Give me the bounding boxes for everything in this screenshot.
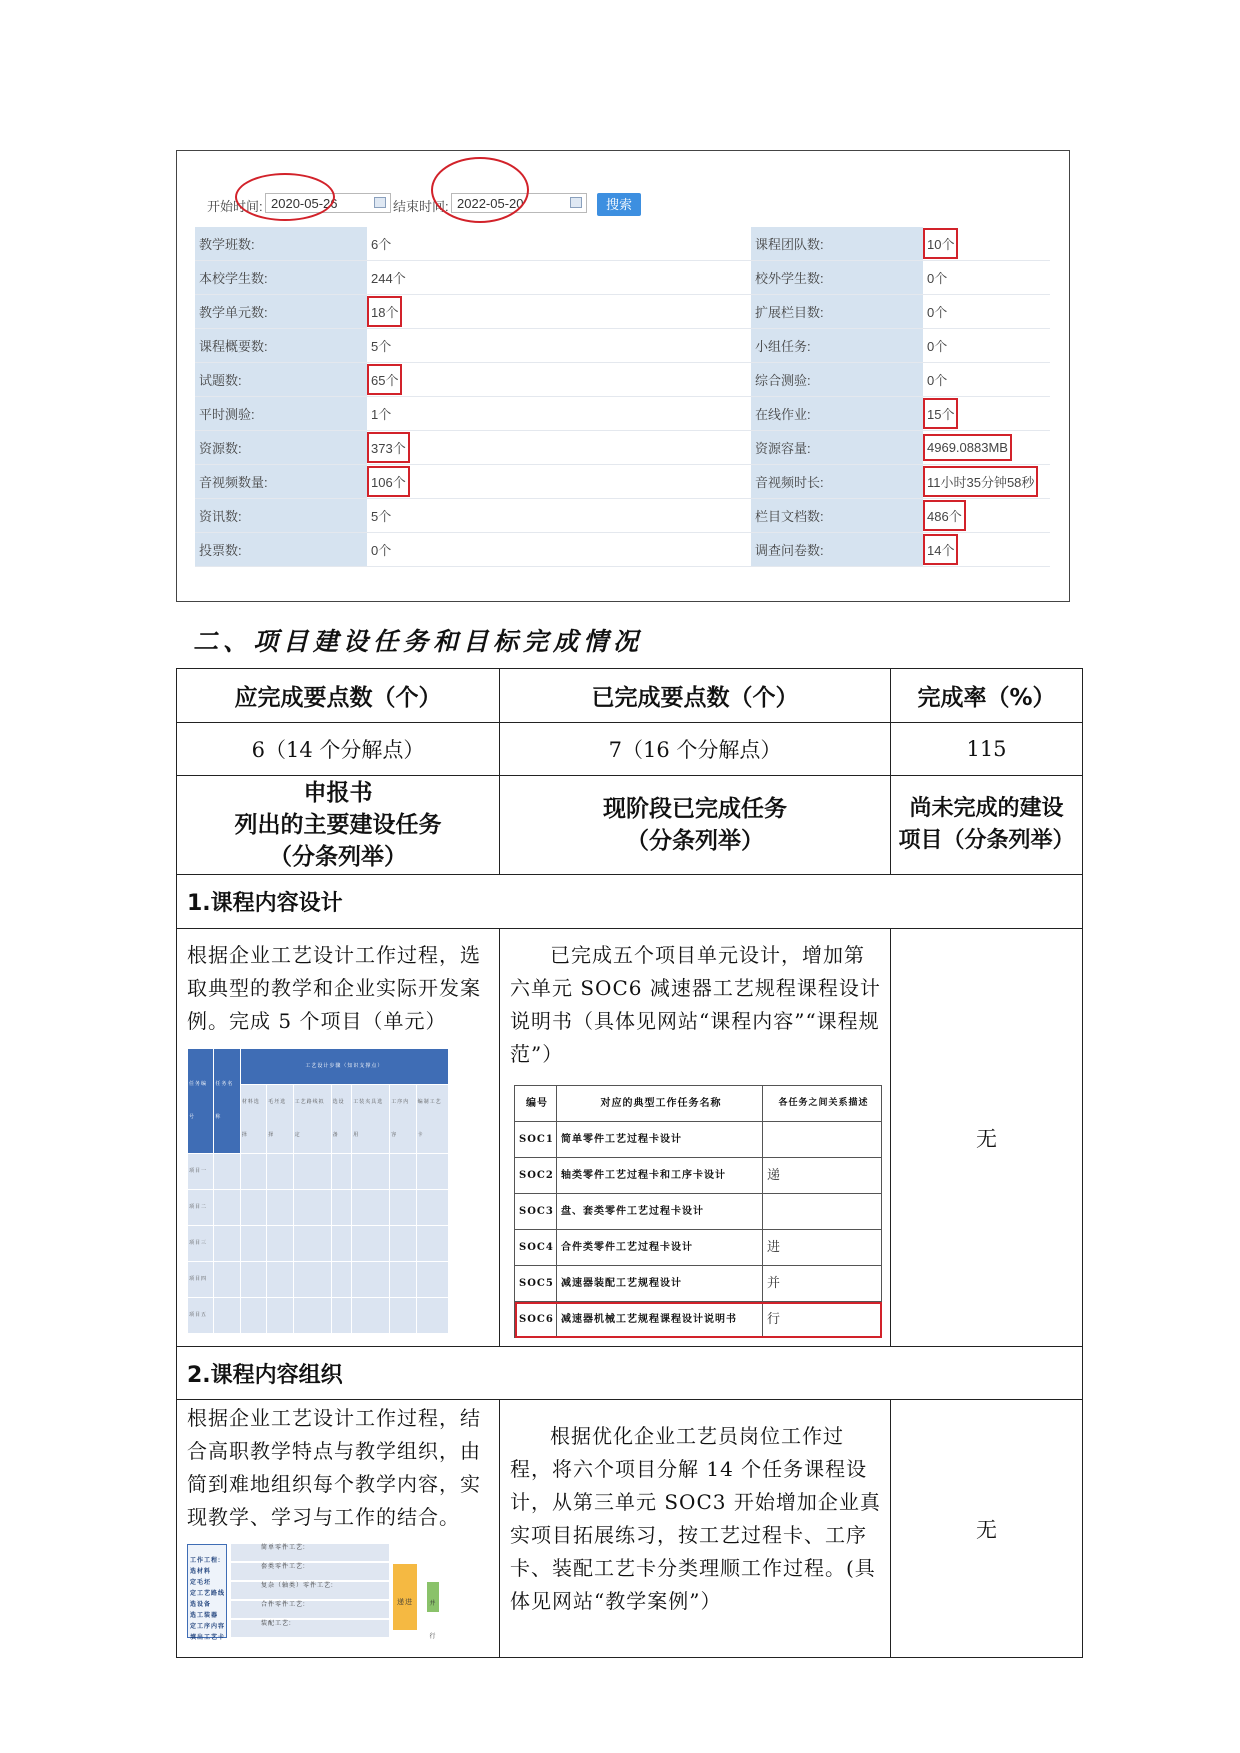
soc-row xyxy=(515,1122,882,1158)
stat-value-text: 15个 xyxy=(923,398,958,429)
planned-task-text: 根据企业工艺设计工作过程，选取典型的教学和企业实际开发案例。完成 5 个项目（单元） xyxy=(187,943,481,1033)
table-row xyxy=(177,1347,1083,1400)
mini-row-label: 项目三 xyxy=(188,1226,214,1262)
stat-label: 小组任务: xyxy=(751,329,923,363)
mini-cell xyxy=(416,1190,448,1226)
stat-value xyxy=(367,261,751,295)
stat-value-text: 0个 xyxy=(927,373,948,388)
soc-name: 盘、套类零件工艺过程卡设计 xyxy=(557,1194,763,1230)
mini-cell xyxy=(352,1298,390,1334)
stat-value-text: 65个 xyxy=(367,364,402,395)
mini-step-header: 工艺路线拟定 xyxy=(293,1085,331,1154)
stats-row xyxy=(195,227,1050,261)
calendar-icon[interactable] xyxy=(374,197,386,208)
stat-value xyxy=(367,499,751,533)
stats-row xyxy=(195,533,1050,567)
stat-value-text: 0个 xyxy=(927,271,948,286)
stat-value xyxy=(367,329,751,363)
mini-row-label: 项目五 xyxy=(188,1298,214,1334)
stats-table xyxy=(195,227,1050,567)
stat-label: 栏目文档数: xyxy=(751,499,923,533)
mini-cell xyxy=(390,1298,416,1334)
mini-step-header: 选设备 xyxy=(331,1085,352,1154)
mini-cell xyxy=(416,1154,448,1190)
mini-step-header: 毛坯选择 xyxy=(267,1085,293,1154)
mini-cell xyxy=(416,1262,448,1298)
header-line: 项目（分条列举） xyxy=(898,828,1075,853)
stat-label: 课程概要数: xyxy=(195,329,367,363)
soc-relation: 进 xyxy=(763,1230,882,1266)
mini-cell xyxy=(352,1226,390,1262)
soc-relation: 并 xyxy=(763,1266,882,1302)
planned-task-text: 根据企业工艺设计工作过程，结合高职教学特点与教学组织，由简到难地组织每个教学内容，实现教学、学习与工作的结合。 xyxy=(187,1406,481,1529)
mini-cell xyxy=(240,1154,266,1190)
header-line: 申报书 xyxy=(303,780,373,806)
soc-name: 减速器机械工艺规程课程设计说明书 xyxy=(557,1302,763,1338)
stat-value xyxy=(923,363,1050,397)
stat-label: 教学单元数: xyxy=(195,295,367,329)
planned-task-2 xyxy=(177,1400,500,1658)
stats-row xyxy=(195,363,1050,397)
stat-value xyxy=(367,465,751,499)
progress-table xyxy=(176,668,1083,1658)
org-left-item: 定毛坯 xyxy=(190,1580,212,1586)
org-row-label: 套类零件工艺: xyxy=(261,1564,306,1570)
mini-cell xyxy=(240,1190,266,1226)
table-row xyxy=(177,875,1083,929)
stat-value-text: 1个 xyxy=(371,407,392,422)
org-left-item: 填出工艺卡 xyxy=(190,1635,226,1641)
stat-value xyxy=(923,499,1050,533)
mini-cell xyxy=(293,1262,331,1298)
stat-value-text: 373个 xyxy=(367,432,410,463)
org-left-item: 定工艺路线 xyxy=(190,1591,226,1597)
stat-label: 资讯数: xyxy=(195,499,367,533)
mini-cell xyxy=(390,1262,416,1298)
mini-cell xyxy=(214,1190,240,1226)
col-header-planned-tasks xyxy=(177,776,500,875)
soc-no: SOC4 xyxy=(515,1230,557,1266)
org-left-item: 选材料 xyxy=(190,1569,212,1575)
soc-row xyxy=(515,1158,882,1194)
stat-value xyxy=(923,261,1050,295)
start-time-label: 开始时间: xyxy=(207,199,263,214)
stat-value-text: 486个 xyxy=(923,500,966,531)
mini-cell xyxy=(331,1190,352,1226)
mini-row xyxy=(188,1262,449,1298)
soc-name: 合件类零件工艺过程卡设计 xyxy=(557,1230,763,1266)
stat-label: 扩展栏目数: xyxy=(751,295,923,329)
stat-label: 投票数: xyxy=(195,533,367,567)
soc-relation xyxy=(763,1122,882,1158)
annotation-oval xyxy=(431,157,529,223)
end-time-label: 结束时间: xyxy=(393,199,449,214)
mini-cell xyxy=(240,1262,266,1298)
table-row xyxy=(177,669,1083,723)
table-row xyxy=(177,776,1083,875)
soc-row xyxy=(515,1230,882,1266)
header-line: （分条列举） xyxy=(626,828,764,854)
soc-row xyxy=(515,1302,882,1338)
stat-label: 音视频数量: xyxy=(195,465,367,499)
mini-cell xyxy=(390,1154,416,1190)
annotation-oval xyxy=(235,173,335,221)
parallel-box xyxy=(427,1582,439,1640)
mini-row-label: 项目二 xyxy=(188,1190,214,1226)
stat-value-text: 14个 xyxy=(923,534,958,565)
section-title-2: 2.课程内容组织 xyxy=(177,1347,1083,1400)
stat-label: 调查问卷数: xyxy=(751,533,923,567)
stat-value-text: 244个 xyxy=(371,271,406,286)
col-header-completed: 已完成要点数（个） xyxy=(500,669,891,723)
stat-value xyxy=(923,397,1050,431)
mini-cell xyxy=(267,1226,293,1262)
org-left-item: 工作工程: xyxy=(190,1558,221,1564)
mini-cell xyxy=(214,1226,240,1262)
org-row-label: 合件零件工艺: xyxy=(261,1602,306,1608)
mini-cell xyxy=(214,1154,240,1190)
mini-cell xyxy=(267,1298,293,1334)
soc-row xyxy=(515,1266,882,1302)
stat-label: 课程团队数: xyxy=(751,227,923,261)
mini-cell xyxy=(293,1226,331,1262)
org-row xyxy=(231,1582,389,1599)
mini-cell xyxy=(331,1298,352,1334)
mini-row xyxy=(188,1298,449,1334)
stat-label: 在线作业: xyxy=(751,397,923,431)
mini-title: 工艺设计步骤（知识支撑点） xyxy=(240,1049,448,1085)
stat-label: 试题数: xyxy=(195,363,367,397)
stat-label: 资源容量: xyxy=(751,431,923,465)
mini-cell xyxy=(331,1154,352,1190)
completed-count: 7（16 个分解点） xyxy=(500,723,891,776)
mini-row xyxy=(188,1190,449,1226)
start-date-value: 2020-05-26 xyxy=(271,196,338,211)
org-row-label: 复杂（轴类）零件工艺: xyxy=(261,1583,334,1589)
col-header-required: 应完成要点数（个） xyxy=(177,669,500,723)
mini-header: 任务名称 xyxy=(214,1049,240,1154)
header-line: 现阶段已完成任务 xyxy=(603,796,787,822)
mini-cell xyxy=(267,1154,293,1190)
stat-value xyxy=(367,363,751,397)
mini-cell xyxy=(267,1262,293,1298)
soc-header-no: 编号 xyxy=(515,1086,557,1122)
stat-label: 本校学生数: xyxy=(195,261,367,295)
org-left-item: 选设备 xyxy=(190,1602,212,1608)
soc-name: 轴类零件工艺过程卡和工序卡设计 xyxy=(557,1158,763,1194)
box-label: 并行 xyxy=(429,1601,437,1640)
soc-task-table xyxy=(514,1085,882,1338)
org-left-item: 选工装器 xyxy=(190,1613,219,1619)
mini-header: 任务编号 xyxy=(188,1049,214,1154)
soc-relation: 递 xyxy=(763,1158,882,1194)
work-process-thumbnail xyxy=(187,1544,467,1640)
org-left-column xyxy=(187,1544,227,1641)
required-count: 6（14 个分解点） xyxy=(177,723,500,776)
stat-value-text: 0个 xyxy=(927,339,948,354)
org-left-item: 定工序内容 xyxy=(190,1624,226,1630)
mini-cell xyxy=(331,1262,352,1298)
col-header-pending-tasks xyxy=(891,776,1083,875)
stats-screenshot xyxy=(176,150,1070,602)
stat-value-text: 106个 xyxy=(367,466,410,497)
done-task-text: 已完成五个项目单元设计，增加第六单元 SOC6 减速器工艺规程课程设计说明书（具体见网站“课程内容”“课程规范”） xyxy=(510,943,881,1066)
stats-row xyxy=(195,397,1050,431)
table-row xyxy=(177,929,1083,1347)
stat-label: 资源数: xyxy=(195,431,367,465)
end-date-value: 2022-05-20 xyxy=(457,196,524,211)
stats-row xyxy=(195,465,1050,499)
soc-header-relation: 各任务之间关系描述 xyxy=(763,1086,882,1122)
stat-label: 校外学生数: xyxy=(751,261,923,295)
stat-value xyxy=(923,329,1050,363)
stat-value xyxy=(923,227,1050,261)
section-heading: 二、项目建设任务和目标完成情况 xyxy=(193,627,644,656)
stat-label: 教学班数: xyxy=(195,227,367,261)
stats-row xyxy=(195,295,1050,329)
mini-cell xyxy=(416,1298,448,1334)
mini-row-label: 项目四 xyxy=(188,1262,214,1298)
planned-task-1 xyxy=(177,929,500,1347)
mini-cell xyxy=(240,1298,266,1334)
stat-value-text: 4969.0883MB xyxy=(923,434,1012,461)
completion-rate: 115 xyxy=(891,723,1083,776)
stat-label: 音视频时长: xyxy=(751,465,923,499)
stat-value xyxy=(923,465,1050,499)
col-header-rate: 完成率（%） xyxy=(891,669,1083,723)
mini-cell xyxy=(352,1262,390,1298)
mini-step-header: 工序内容 xyxy=(390,1085,416,1154)
org-row-label: 简单零件工艺: xyxy=(261,1545,306,1551)
done-task-1 xyxy=(500,929,891,1347)
soc-no: SOC2 xyxy=(515,1158,557,1194)
stat-value-text: 11小时35分钟58秒 xyxy=(923,466,1038,497)
stat-value xyxy=(367,295,751,329)
mini-cell xyxy=(416,1226,448,1262)
mini-cell xyxy=(331,1226,352,1262)
stat-value xyxy=(367,397,751,431)
stat-value-text: 6个 xyxy=(371,237,392,252)
mini-cell xyxy=(352,1190,390,1226)
mini-step-header: 工装夹具选用 xyxy=(352,1085,390,1154)
stat-value-text: 0个 xyxy=(927,305,948,320)
soc-header-name: 对应的典型工作任务名称 xyxy=(557,1086,763,1122)
soc-relation: 行 xyxy=(763,1302,882,1338)
soc-no: SOC1 xyxy=(515,1122,557,1158)
stats-row xyxy=(195,329,1050,363)
mini-cell xyxy=(293,1298,331,1334)
mini-cell xyxy=(390,1190,416,1226)
org-row xyxy=(231,1620,389,1637)
mini-step-header: 材料选择 xyxy=(240,1085,266,1154)
mini-cell xyxy=(240,1226,266,1262)
soc-no: SOC5 xyxy=(515,1266,557,1302)
search-button[interactable]: 搜索 xyxy=(597,193,641,216)
stat-value-text: 5个 xyxy=(371,339,392,354)
org-row xyxy=(231,1544,389,1561)
stat-value-text: 0个 xyxy=(371,543,392,558)
col-header-done-tasks xyxy=(500,776,891,875)
header-line: 尚未完成的建设 xyxy=(909,796,1064,821)
mini-cell xyxy=(214,1298,240,1334)
soc-relation xyxy=(763,1194,882,1230)
stat-value-text: 10个 xyxy=(923,228,958,259)
table-row xyxy=(177,1400,1083,1658)
stats-row xyxy=(195,499,1050,533)
arrow-label: 递进 xyxy=(397,1599,413,1606)
stat-value-text: 5个 xyxy=(371,509,392,524)
mini-step-header: 编制工艺卡 xyxy=(416,1085,448,1154)
header-line: （分条列举） xyxy=(269,844,407,870)
stat-value xyxy=(367,227,751,261)
pending-task-1: 无 xyxy=(891,929,1083,1347)
pending-task-2: 无 xyxy=(891,1400,1083,1658)
stat-label: 综合测验: xyxy=(751,363,923,397)
progression-arrow xyxy=(393,1564,417,1630)
stats-row xyxy=(195,431,1050,465)
table-row xyxy=(177,723,1083,776)
mini-row xyxy=(188,1226,449,1262)
soc-row xyxy=(515,1194,882,1230)
mini-cell xyxy=(390,1226,416,1262)
mini-cell xyxy=(352,1154,390,1190)
calendar-icon[interactable] xyxy=(570,197,582,208)
mini-cell xyxy=(293,1154,331,1190)
stat-value-text: 18个 xyxy=(367,296,402,327)
process-step-thumbnail xyxy=(187,1048,449,1334)
soc-name: 简单零件工艺过程卡设计 xyxy=(557,1122,763,1158)
org-row-label: 装配工艺: xyxy=(261,1621,292,1627)
done-task-2: 根据优化企业工艺员岗位工作过程，将六个项目分解 14 个任务课程设计，从第三单元 SOC3 开始增加企业真实项目拓展练习，按工艺过程卡、工序卡、装配工艺卡分类理顺工作过程。(具体见网站“教学案例”） xyxy=(500,1400,891,1658)
mini-cell xyxy=(267,1190,293,1226)
stat-value xyxy=(367,431,751,465)
header-line: 列出的主要建设任务 xyxy=(234,812,442,838)
org-row xyxy=(231,1563,389,1580)
stats-row xyxy=(195,261,1050,295)
soc-name: 减速器装配工艺规程设计 xyxy=(557,1266,763,1302)
mini-row xyxy=(188,1154,449,1190)
stat-value xyxy=(923,295,1050,329)
stat-value xyxy=(923,533,1050,567)
soc-no: SOC6 xyxy=(515,1302,557,1338)
stat-value xyxy=(367,533,751,567)
stat-label: 平时测验: xyxy=(195,397,367,431)
mini-cell xyxy=(214,1262,240,1298)
mini-row-label: 项目一 xyxy=(188,1154,214,1190)
org-row xyxy=(231,1601,389,1618)
stat-value xyxy=(923,431,1050,465)
mini-cell xyxy=(293,1190,331,1226)
soc-no: SOC3 xyxy=(515,1194,557,1230)
section-title-1: 1.课程内容设计 xyxy=(177,875,1083,929)
